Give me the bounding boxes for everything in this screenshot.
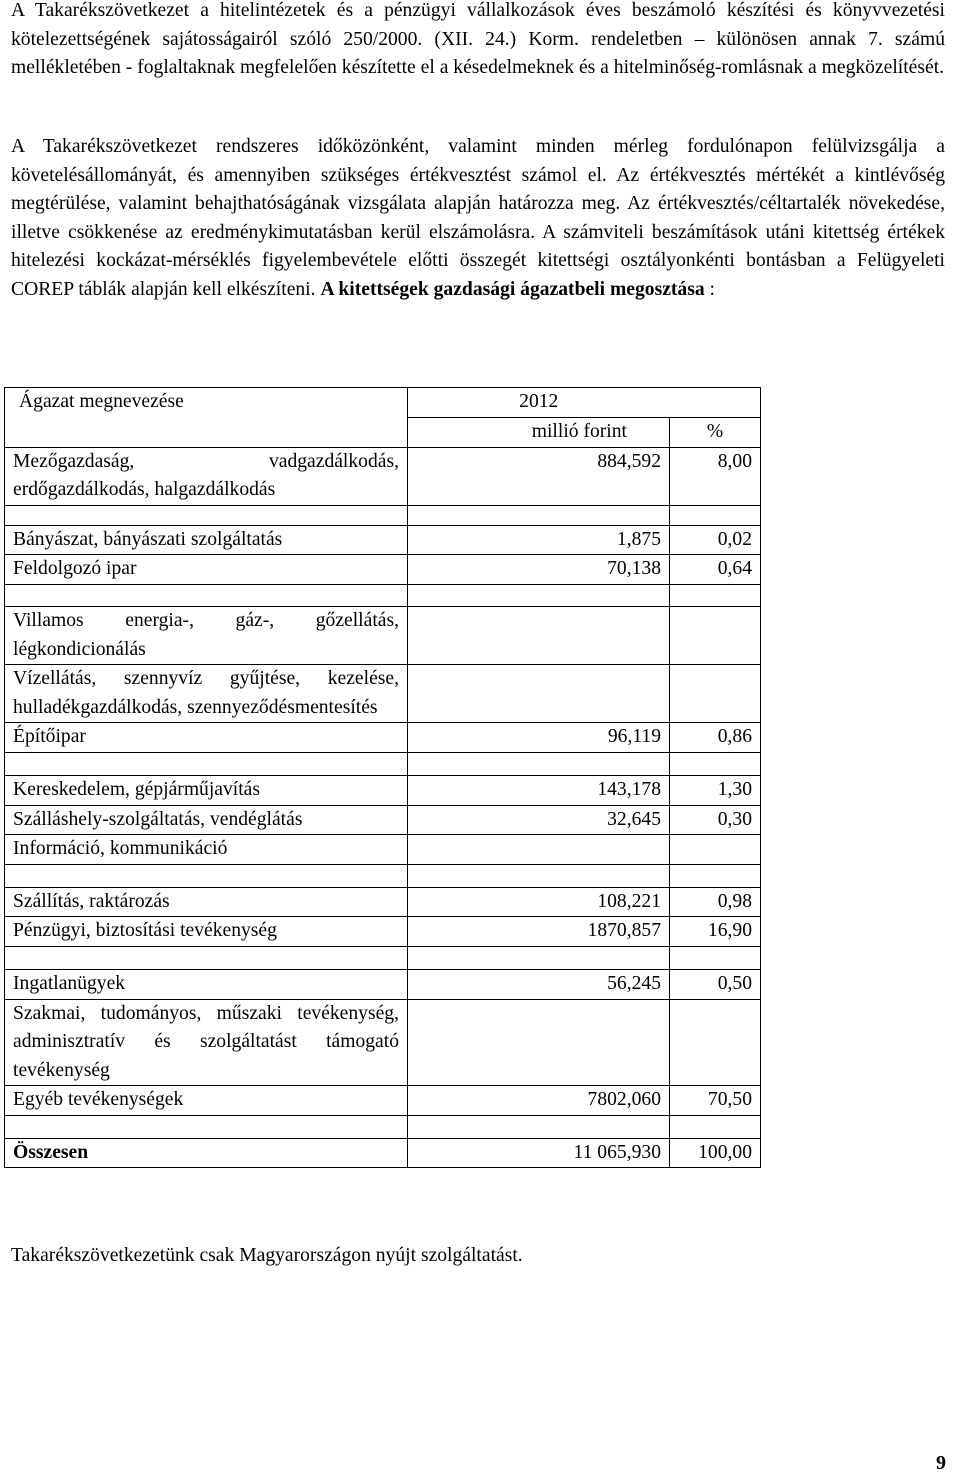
table-row: [5, 969, 761, 999]
table-row: [5, 606, 761, 664]
table-row: [5, 525, 761, 555]
header-unit: millió forint: [408, 418, 670, 448]
sector-percent: [670, 999, 761, 1086]
sector-value: 70,138: [408, 555, 670, 585]
spacer-row: [5, 584, 761, 606]
header-percent: %: [670, 418, 761, 448]
sector-name: Villamos energia-, gáz-, gőzellátás, légkondicionálás: [5, 606, 408, 664]
sector-percent: 1,30: [670, 775, 761, 805]
sector-name: Egyéb tevékenységek: [5, 1086, 408, 1116]
sector-value: [408, 665, 670, 723]
table-row: [5, 999, 761, 1086]
header-year-filler: [670, 388, 761, 418]
spacer-cell: [5, 752, 408, 775]
spacer-cell: [5, 1115, 408, 1138]
spacer-cell: [408, 864, 670, 887]
sector-percent: [670, 835, 761, 865]
sector-value: [408, 999, 670, 1086]
sector-value: 108,221: [408, 887, 670, 917]
sector-percent: 8,00: [670, 447, 761, 505]
spacer-cell: [670, 505, 761, 525]
sector-name: Pénzügyi, biztosítási tevékenység: [5, 917, 408, 947]
spacer-cell: [408, 584, 670, 606]
table-row: [5, 447, 761, 505]
main-paragraph: [11, 133, 945, 305]
spacer-row: [5, 864, 761, 887]
sector-name: Vízellátás, szennyvíz gyűjtése, kezelése, hulladékgazdálkodás, szennyeződésmentesítés: [5, 665, 408, 723]
sector-value: 7802,060: [408, 1086, 670, 1116]
sector-value: 1870,857: [408, 917, 670, 947]
total-value: 11 065,930: [408, 1138, 670, 1168]
spacer-cell: [670, 584, 761, 606]
sector-value: [408, 835, 670, 865]
table-row: [5, 835, 761, 865]
sector-percent: 16,90: [670, 917, 761, 947]
intro-paragraph: [11, 0, 945, 83]
spacer-cell: [408, 752, 670, 775]
spacer-cell: [5, 584, 408, 606]
table-row: [5, 805, 761, 835]
table-row: [5, 775, 761, 805]
spacer-cell: [5, 864, 408, 887]
sector-name: Információ, kommunikáció: [5, 835, 408, 865]
sector-percent: 0,30: [670, 805, 761, 835]
sector-value: 1,875: [408, 525, 670, 555]
sector-percent: 70,50: [670, 1086, 761, 1116]
spacer-cell: [408, 505, 670, 525]
table-body: [5, 447, 761, 1138]
table-row: [5, 665, 761, 723]
spacer-cell: [670, 1115, 761, 1138]
sector-name: Szakmai, tudományos, műszaki tevékenység, adminisztratív és szolgáltatást támogató tevékenység: [5, 999, 408, 1086]
sector-name: Bányászat, bányászati szolgáltatás: [5, 525, 408, 555]
header-sector-name: Ágazat megnevezése: [5, 388, 408, 418]
total-row: [5, 1138, 761, 1168]
spacer-cell: [408, 1115, 670, 1138]
section-heading: A kitettségek gazdasági ágazatbeli megosztása: [320, 278, 705, 300]
spacer-cell: [670, 752, 761, 775]
sector-name: Feldolgozó ipar: [5, 555, 408, 585]
footer-note: Takarékszövetkezetünk csak Magyarországon nyújt szolgáltatást.: [11, 1245, 523, 1266]
header-blank: [5, 418, 408, 448]
sector-percent: 0,98: [670, 887, 761, 917]
main-paragraph-text: A Takarékszövetkezet rendszeres időközönként, valamint minden mérleg fordulónapon felülvizsgálja a követelésállományát, és amennyiben szükséges értékvesztést számol el. Az értékvesztés mértékét a kintlévőség megtérülése, valamint behajthatóságának vizsgálata alapján határozza meg. Az értékvesztés/céltartalék növekedése, illetve csökkenése az eredménykimutatásban kerül elszámolásra. A számviteli beszámítások utáni kitettség értékek hitelezési kockázat-mérséklés figyelembevétele előtti összegét kitettségi osztályonkénti bontásban a Felügyeleti COREP táblák alapján kell elkészíteni.: [11, 136, 945, 300]
sector-value: 884,592: [408, 447, 670, 505]
sector-name: Építőipar: [5, 723, 408, 753]
spacer-cell: [5, 946, 408, 969]
sector-percent: 0,64: [670, 555, 761, 585]
sector-exposure-table: [4, 387, 761, 1168]
spacer-row: [5, 505, 761, 525]
table-row: [5, 723, 761, 753]
table-row: [5, 887, 761, 917]
section-heading-suffix: :: [704, 278, 715, 300]
sector-percent: 0,02: [670, 525, 761, 555]
sector-percent: 0,50: [670, 969, 761, 999]
sector-percent: 0,86: [670, 723, 761, 753]
sector-value: 143,178: [408, 775, 670, 805]
table-row: [5, 555, 761, 585]
total-label: Összesen: [5, 1138, 408, 1168]
spacer-row: [5, 946, 761, 969]
table-row: [5, 1086, 761, 1116]
sector-name: Mezőgazdaság, vadgazdálkodás, erdőgazdálkodás, halgazdálkodás: [5, 447, 408, 505]
sector-percent: [670, 606, 761, 664]
page-number: 9: [936, 1452, 946, 1474]
spacer-cell: [670, 946, 761, 969]
spacer-row: [5, 752, 761, 775]
spacer-cell: [5, 505, 408, 525]
intro-text: A Takarékszövetkezet a hitelintézetek és a pénzügyi vállalkozások éves beszámoló készítési és könyvvezetési kötelezettségének sajátosságairól szóló 250/2000. (XII. 24.) Korm. rendeletben – különösen annak 7. számú mellékletében - foglaltaknak megfelelően készítette el a késedelmeknek és a hitelminőség-romlásnak a megközelítését.: [11, 0, 945, 79]
sector-name: Szálláshely-szolgáltatás, vendéglátás: [5, 805, 408, 835]
spacer-row: [5, 1115, 761, 1138]
sector-name: Kereskedelem, gépjárműjavítás: [5, 775, 408, 805]
sector-value: [408, 606, 670, 664]
sector-name: Ingatlanügyek: [5, 969, 408, 999]
spacer-cell: [670, 864, 761, 887]
header-year: 2012: [408, 388, 670, 418]
sector-value: 96,119: [408, 723, 670, 753]
total-percent: 100,00: [670, 1138, 761, 1168]
sector-value: 32,645: [408, 805, 670, 835]
sector-name: Szállítás, raktározás: [5, 887, 408, 917]
spacer-cell: [408, 946, 670, 969]
sector-percent: [670, 665, 761, 723]
sector-value: 56,245: [408, 969, 670, 999]
table-row: [5, 917, 761, 947]
